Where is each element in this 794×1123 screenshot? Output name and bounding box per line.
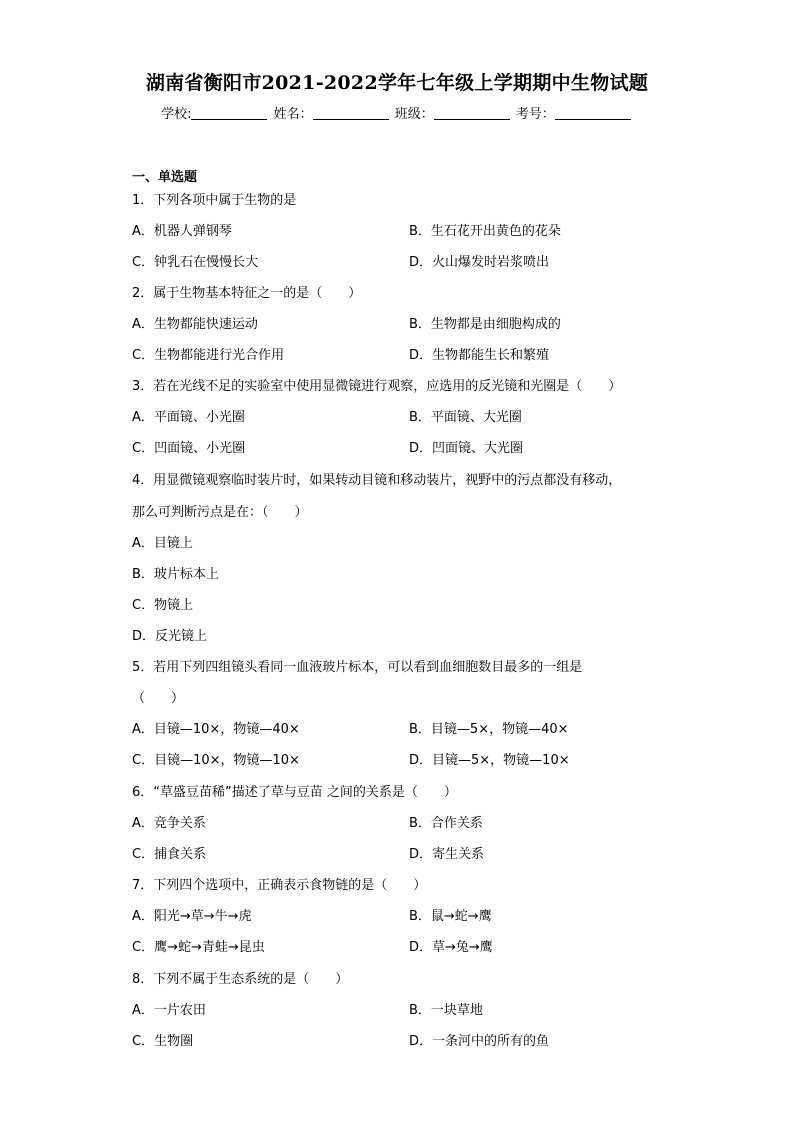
option-d: D．一条河中的所有的鱼: [409, 1034, 550, 1049]
option-c: C．生物圈: [132, 1034, 194, 1049]
option-d: D．反光镜上: [132, 629, 208, 644]
question-stem: 2．属于生物基本特征之一的是（ ）: [132, 286, 362, 301]
question-stem: 5．若用下列四组镜头看同一血液玻片标本，可以看到血细胞数目最多的一组是: [132, 660, 583, 675]
student-info-row: [0, 103, 794, 122]
option-b: B．一块草地: [409, 1003, 483, 1018]
number-field[interactable]: [555, 107, 631, 120]
option-c: C．物镜上: [132, 598, 194, 613]
option-b: B．鼠→蛇→鹰: [409, 909, 492, 924]
option-c: C．钟乳石在慢慢长大: [132, 255, 259, 270]
option-d: D．火山爆发时岩浆喷出: [409, 255, 550, 270]
school-label: 学校:: [161, 107, 192, 122]
option-a: A．平面镜、小光圈: [132, 410, 245, 425]
option-b: B．目镜—5×，物镜—40×: [409, 722, 569, 737]
option-a: A．阳光→草→牛→虎: [132, 909, 252, 924]
option-a: A．一片农田: [132, 1003, 206, 1018]
school-field[interactable]: [191, 107, 267, 120]
option-b: B．生物都是由细胞构成的: [409, 317, 561, 332]
name-label: 姓名：: [273, 107, 313, 122]
page-title: 湖南省衡阳市2021-2022学年七年级上学期期中生物试题: [145, 72, 649, 94]
option-b: B．平面镜、大光圈: [409, 410, 522, 425]
option-a: A．目镜—10×，物镜—40×: [132, 722, 300, 737]
question-stem: 1．下列各项中属于生物的是: [132, 193, 297, 208]
option-a: A．竞争关系: [132, 816, 206, 831]
option-c: C．鹰→蛇→青蛙→昆虫: [132, 940, 265, 955]
option-d: D．寄生关系: [409, 847, 485, 862]
option-a: A．生物都能快速运动: [132, 317, 258, 332]
option-b: B．合作关系: [409, 816, 483, 831]
option-c: C．目镜—10×，物镜—10×: [132, 753, 300, 768]
class-field[interactable]: [434, 107, 510, 120]
option-d: D．草→兔→鹰: [409, 940, 493, 955]
option-d: D．凹面镜、大光圈: [409, 441, 524, 456]
question-stem: 4．用显微镜观察临时装片时，如果转动目镜和移动装片，视野中的污点都没有移动，: [132, 473, 622, 488]
question-stem-continued: （ ）: [132, 691, 185, 706]
option-c: C．捕食关系: [132, 847, 207, 862]
option-b: B．生石花开出黄色的花朵: [409, 224, 561, 239]
class-label: 班级：: [394, 107, 434, 122]
option-c: C．生物都能进行光合作用: [132, 348, 285, 363]
option-b: B．玻片标本上: [132, 567, 219, 582]
section-heading: 一、单选题: [132, 170, 198, 185]
question-stem: 8．下列不属于生态系统的是（ ）: [132, 972, 349, 987]
question-stem: 3．若在光线不足的实验室中使用显微镜进行观察，应选用的反光镜和光圈是（ ）: [132, 379, 622, 394]
option-c: C．凹面镜、小光圈: [132, 441, 246, 456]
name-field[interactable]: [313, 107, 389, 120]
question-stem: 7．下列四个选项中，正确表示食物链的是（ ）: [132, 878, 427, 893]
option-a: A．机器人弹钢琴: [132, 224, 232, 239]
option-d: D．目镜—5×，物镜—10×: [409, 753, 570, 768]
question-stem-continued: 那么可判断污点是在：（ ）: [132, 505, 308, 520]
option-d: D．生物都能生长和繁殖: [409, 348, 550, 363]
number-label: 考号：: [515, 107, 555, 122]
question-stem: 6．“草盛豆苗稀”描述了草与豆苗 之间的关系是（ ）: [132, 785, 457, 800]
option-a: A．目镜上: [132, 536, 193, 551]
